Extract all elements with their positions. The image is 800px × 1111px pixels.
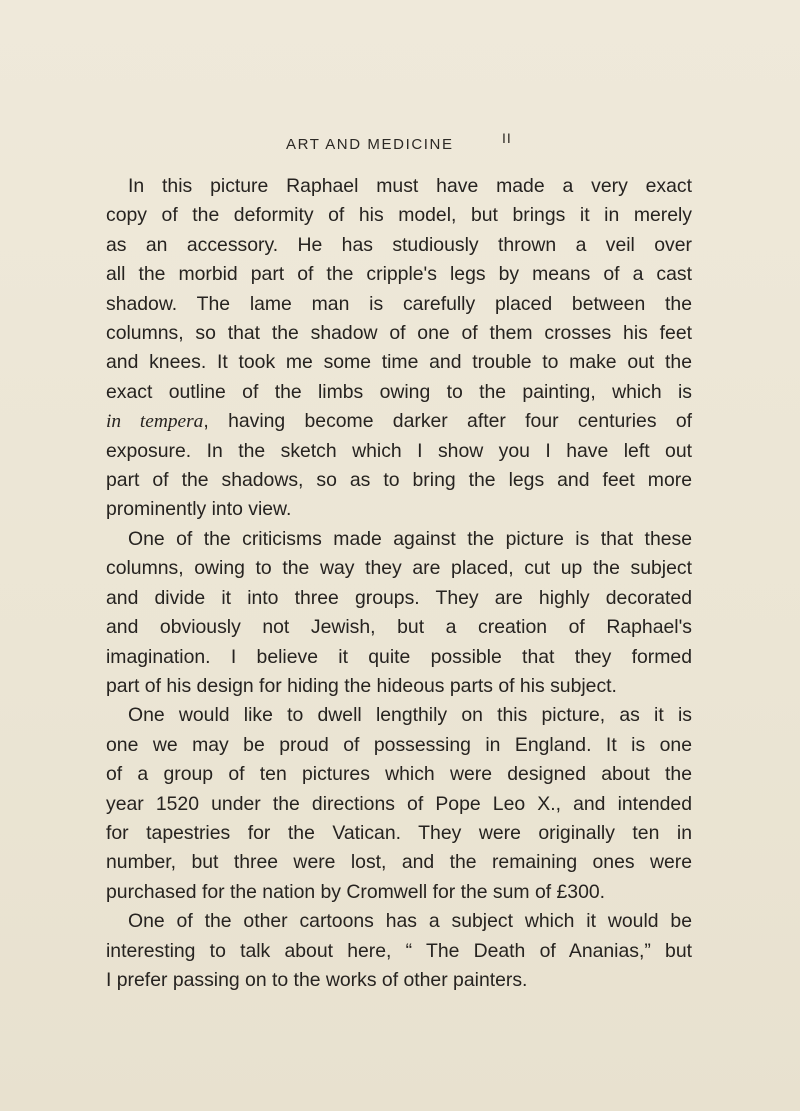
text-line: One of the criticisms made against the picture is that these bbox=[128, 527, 692, 550]
text-line: I prefer passing on to the works of other painters. bbox=[106, 968, 528, 991]
text-line: for tapestries for the Vatican. They were originally ten in bbox=[106, 821, 692, 844]
running-title: ART AND MEDICINE bbox=[286, 136, 454, 153]
text-line: imagination. I believe it quite possible that they formed bbox=[106, 645, 692, 668]
text-line-italic-start: in tempera, having become darker after four centuries of bbox=[106, 410, 692, 433]
paragraph bbox=[106, 525, 692, 701]
paragraph bbox=[106, 907, 692, 995]
text-line: shadow. The lame man is carefully placed between the bbox=[106, 292, 692, 315]
page-number: II bbox=[502, 130, 512, 146]
body-text bbox=[106, 172, 692, 995]
text-line: and divide it into three groups. They are highly decorated bbox=[106, 586, 692, 609]
paragraph bbox=[106, 172, 692, 525]
text-line: part of the shadows, so as to bring the legs and feet more bbox=[106, 469, 692, 492]
text-line: columns, owing to the way they are placed, cut up the subject bbox=[106, 557, 692, 580]
text-line: all the morbid part of the cripple's legs by means of a cast bbox=[106, 263, 692, 286]
text-line: copy of the deformity of his model, but brings it in merely bbox=[106, 204, 692, 227]
text-line: number, but three were lost, and the remaining ones were bbox=[106, 851, 692, 874]
text-line: exact outline of the limbs owing to the painting, which is bbox=[106, 380, 692, 403]
text-line: One would like to dwell lengthily on this picture, as it is bbox=[128, 704, 692, 727]
text-line: of a group of ten pictures which were designed about the bbox=[106, 763, 692, 786]
text-line: one we may be proud of possessing in England. It is one bbox=[106, 733, 692, 756]
text-line: One of the other cartoons has a subject which it would be bbox=[128, 910, 692, 933]
text-line: purchased for the nation by Cromwell for the sum of £300. bbox=[106, 880, 606, 903]
text-line: and obviously not Jewish, but a creation of Raphael's bbox=[106, 616, 692, 639]
text-line: as an accessory. He has studiously thrown a veil over bbox=[106, 233, 692, 256]
text-line: prominently into view. bbox=[106, 498, 292, 521]
text-line: year 1520 under the directions of Pope Leo X., and intended bbox=[106, 792, 692, 815]
text-line: interesting to talk about here, “ The Death of Ananias,” but bbox=[106, 939, 692, 962]
text-line: part of his design for hiding the hideous parts of his subject. bbox=[106, 674, 617, 697]
text-line: columns, so that the shadow of one of them crosses his feet bbox=[106, 322, 692, 345]
text-line: exposure. In the sketch which I show you I have left out bbox=[106, 439, 692, 462]
italic-term: in tempera bbox=[106, 411, 204, 433]
text-line: and knees. It took me some time and trouble to make out the bbox=[106, 351, 692, 374]
paragraph bbox=[106, 701, 692, 907]
text-line: In this picture Raphael must have made a very exact bbox=[128, 175, 692, 197]
